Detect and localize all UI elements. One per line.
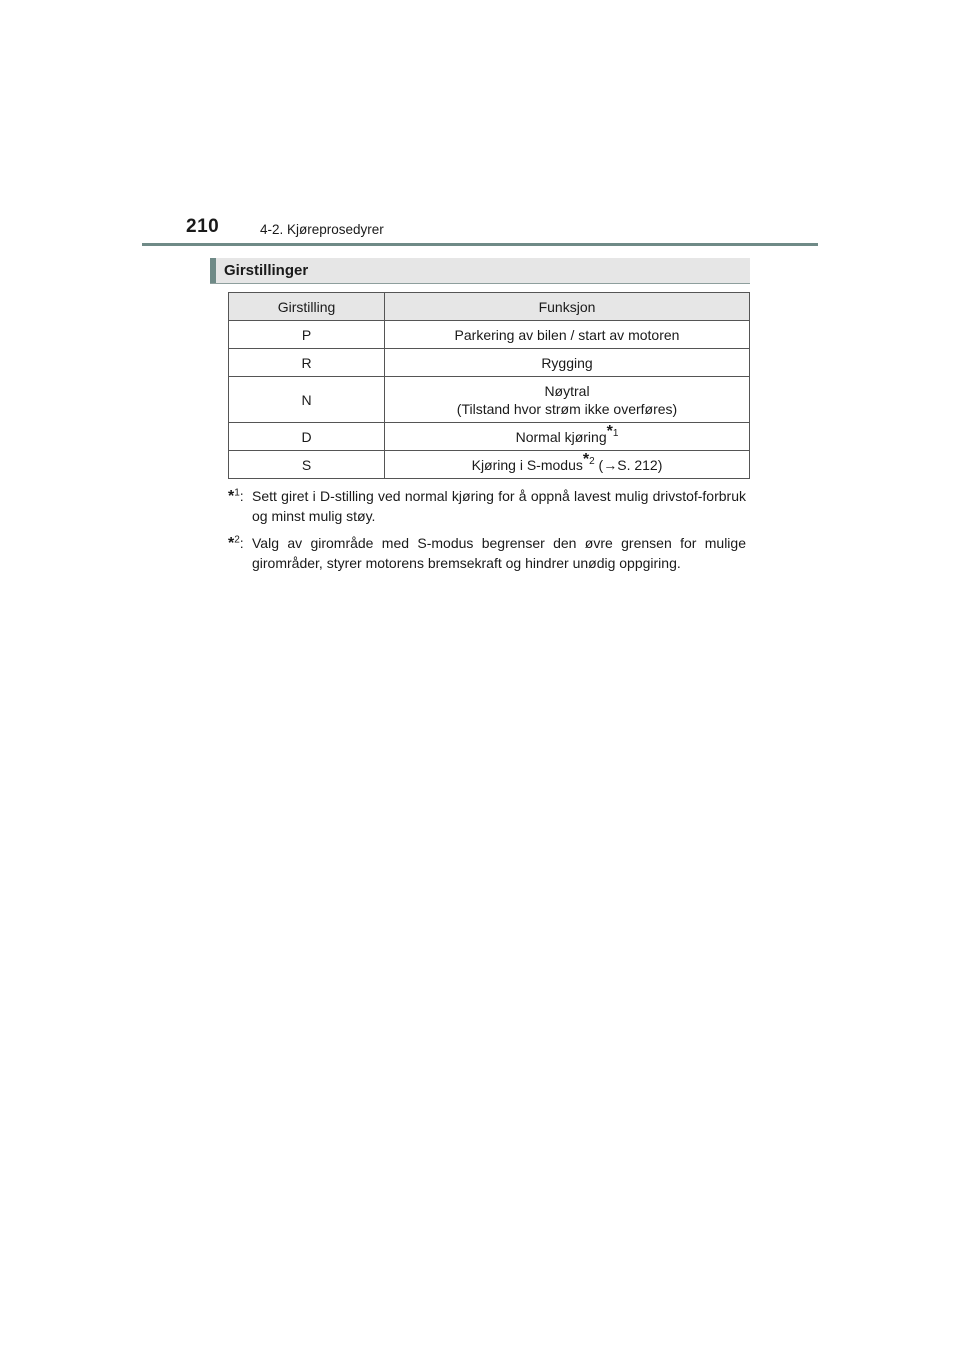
function-line-2: (Tilstand hvor strøm ikke overføres) <box>456 400 678 417</box>
gear-cell: S <box>229 451 385 479</box>
section-title: Girstillinger <box>224 262 309 279</box>
column-header-function: Funksjon <box>385 293 750 321</box>
gear-cell: R <box>229 349 385 377</box>
asterisk-icon: * <box>582 450 590 468</box>
asterisk-icon: * <box>228 488 235 505</box>
function-cell: Parkering av bilen / start av motoren <box>385 321 750 349</box>
footnote-text: Sett giret i D-stilling ved normal kjøring for å oppnå lavest mulig drivstof-forbruk og minst mulig støy. <box>252 488 746 524</box>
function-text: Kjøring i S-modus <box>471 456 583 473</box>
function-cell <box>385 377 750 423</box>
header-divider <box>142 243 818 246</box>
asterisk-icon: * <box>228 535 235 552</box>
footnotes <box>228 486 746 580</box>
function-line-1: Nøytral <box>544 382 590 399</box>
footnote <box>228 533 746 573</box>
function-cell: Kjøring i S-modus$^{*2}$ (→S. 212) <box>385 451 750 479</box>
function-text: Normal kjøring <box>515 428 607 445</box>
footnote-marker: *$^1$: <box>228 487 244 505</box>
footnote-reference: *2 <box>582 450 595 468</box>
table-row <box>229 377 750 423</box>
function-cell: Rygging <box>385 349 750 377</box>
page-reference: S. 212 <box>617 456 658 473</box>
footnote-reference: *1 <box>606 422 619 440</box>
gear-cell: P <box>229 321 385 349</box>
table-row <box>229 423 750 451</box>
page-number: 210 <box>186 216 220 237</box>
table-row <box>229 349 750 377</box>
section-heading-accent-bar <box>210 258 216 283</box>
table-row <box>229 321 750 349</box>
arrow-right-icon: → <box>603 456 618 473</box>
function-cell <box>385 423 750 451</box>
asterisk-icon: * <box>606 422 613 440</box>
chapter-title: 4-2. Kjøreprosedyrer <box>260 222 384 237</box>
gear-position-table <box>228 292 750 479</box>
gear-cell: N <box>229 377 385 423</box>
footnote-text: Valg av girområde med S-modus begrenser den øvre grensen for mulige girområder, styrer motorens bremsekraft og hindrer unødig oppgiring. <box>252 535 746 571</box>
table-row <box>229 451 750 479</box>
footnote <box>228 486 746 526</box>
section-heading <box>210 258 750 284</box>
table-header-row <box>229 293 750 321</box>
gear-cell: D <box>229 423 385 451</box>
column-header-gear: Girstilling <box>229 293 385 321</box>
footnote-marker: *$^2$: <box>228 534 244 552</box>
